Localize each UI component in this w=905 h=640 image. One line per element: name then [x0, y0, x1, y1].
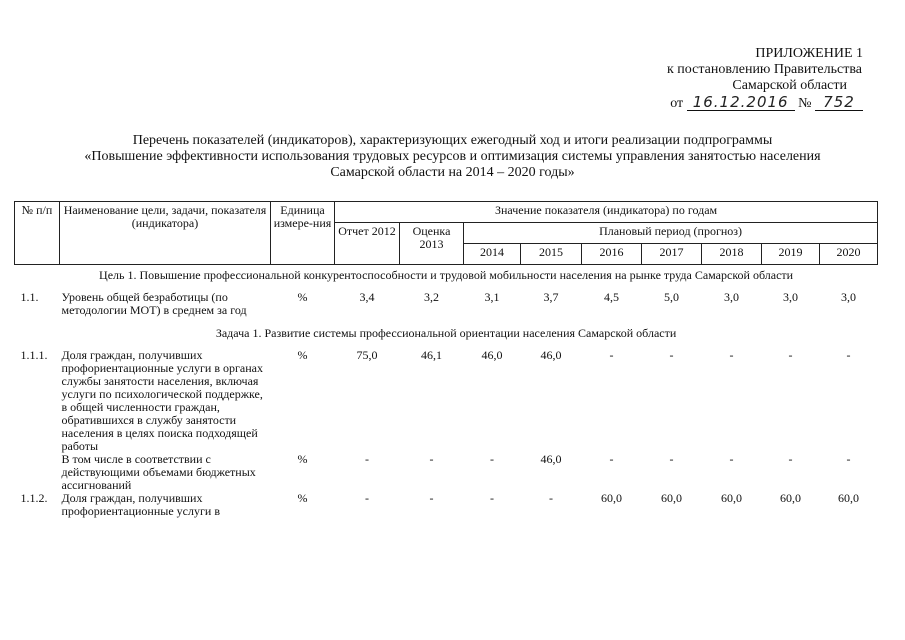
row-value: 3,7 — [543, 290, 559, 304]
appendix-region: Самарской области — [732, 78, 847, 93]
handwritten-date: 16.12.2016 — [687, 95, 795, 111]
row-num — [15, 453, 60, 492]
table-row — [15, 453, 878, 492]
table-row — [15, 291, 878, 317]
row-value: 60,0 — [661, 491, 682, 505]
row-value: - — [669, 348, 674, 362]
row-unit: % — [297, 290, 308, 304]
row-value: 4,5 — [604, 290, 619, 304]
header-plan: Плановый период (прогноз) — [464, 223, 878, 244]
indicators-table — [14, 201, 878, 518]
row-value: 60,0 — [838, 491, 860, 505]
row-value: 3,2 — [424, 290, 439, 304]
appendix-title: ПРИЛОЖЕНИЕ 1 — [755, 46, 863, 61]
row-num: 1.1. — [20, 290, 39, 304]
row-value: - — [365, 452, 369, 466]
row-value: - — [365, 491, 369, 505]
row-value: 3,4 — [359, 290, 375, 304]
row-value: - — [669, 452, 674, 466]
row-value: - — [788, 348, 793, 362]
row-value: 5,0 — [664, 290, 679, 304]
row-name: Доля граждан, получивших профориентационные услуги в — [61, 491, 220, 518]
header-year-2018: 2018 — [702, 244, 762, 265]
row-value: 3,0 — [724, 290, 739, 304]
header-year-2015: 2015 — [521, 244, 582, 265]
row-value: - — [846, 452, 851, 466]
row-num: 1.1.1. — [20, 348, 48, 362]
row-value: - — [429, 491, 434, 505]
row-value: 46,0 — [481, 348, 503, 362]
appendix-header — [667, 46, 863, 112]
row-value: - — [549, 491, 553, 505]
row-value: 3,0 — [783, 290, 798, 304]
header-year-2017: 2017 — [642, 244, 702, 265]
row-name: Доля граждан, получивших профориентационные услуги в органах службы занятости населения, включая услуги по психологической поддержке, в общей численности граждан, обратившихся в службу занятости населения в целях поиска подходящей работы — [61, 348, 263, 453]
row-unit: % — [297, 452, 308, 466]
goal-row — [15, 265, 878, 292]
row-value: - — [490, 452, 494, 466]
task-1: Задача 1. Развитие системы профессиональной ориентации населения Самарской области — [215, 326, 677, 340]
order-line — [667, 95, 863, 112]
from-label: от — [670, 96, 684, 111]
row-value: - — [729, 452, 734, 466]
table-row — [15, 492, 878, 518]
header-report: Отчет 2012 — [335, 223, 400, 265]
title-line-2: «Повышение эффективности использования трудовых ресурсов и оптимизация системы управления занятостью населения — [84, 149, 821, 164]
row-value: 46,0 — [540, 348, 562, 362]
row-value: - — [490, 491, 494, 505]
row-value: - — [729, 348, 734, 362]
row-value: 75,0 — [356, 348, 378, 362]
number-label: № — [798, 96, 812, 111]
row-name: Уровень общей безработицы (по методологии МОТ) в среднем за год — [61, 290, 247, 317]
row-unit: % — [297, 348, 308, 362]
row-value: - — [788, 452, 793, 466]
row-value: - — [609, 452, 614, 466]
row-value: - — [429, 452, 434, 466]
row-value: 46,0 — [540, 452, 562, 466]
row-value: 60,0 — [780, 491, 801, 505]
task-row — [15, 317, 878, 349]
title-line-1: Перечень показателей (индикаторов), характеризующих ежегодный ход и итоги реализации подпрограммы — [132, 133, 773, 148]
row-value: 46,1 — [421, 348, 442, 362]
header-name: Наименование цели, задачи, показателя (индикатора) — [60, 202, 271, 265]
row-value: 60,0 — [601, 491, 622, 505]
goal-1: Цель 1. Повышение профессиональной конкурентоспособности и трудовой мобильности населения на рынке труда Самарской области — [99, 268, 794, 282]
row-value: 3,0 — [841, 290, 857, 304]
header-num: № п/п — [15, 202, 60, 265]
handwritten-number: 752 — [815, 95, 863, 111]
header-values: Значение показателя (индикатора) по годам — [335, 202, 878, 223]
row-value: 3,1 — [484, 290, 500, 304]
row-value: 60,0 — [721, 491, 742, 505]
row-value: - — [846, 348, 851, 362]
row-unit: % — [297, 491, 308, 505]
row-num: 1.1.2. — [20, 491, 48, 505]
title-line-3: Самарской области на 2014 – 2020 годы» — [330, 165, 575, 180]
header-year-2020: 2020 — [820, 244, 878, 265]
row-value: - — [609, 348, 614, 362]
appendix-decree: к постановлению Правительства — [666, 62, 862, 77]
header-estimate: Оценка 2013 — [400, 223, 464, 265]
document-title — [0, 133, 905, 181]
row-name: В том числе в соответствии с действующими объемами бюджетных ассигнований — [61, 452, 256, 492]
header-year-2019: 2019 — [762, 244, 820, 265]
header-year-2016: 2016 — [582, 244, 642, 265]
table-row — [15, 349, 878, 453]
header-year-2014: 2014 — [464, 244, 521, 265]
header-unit: Единица измере-ния — [271, 202, 335, 265]
